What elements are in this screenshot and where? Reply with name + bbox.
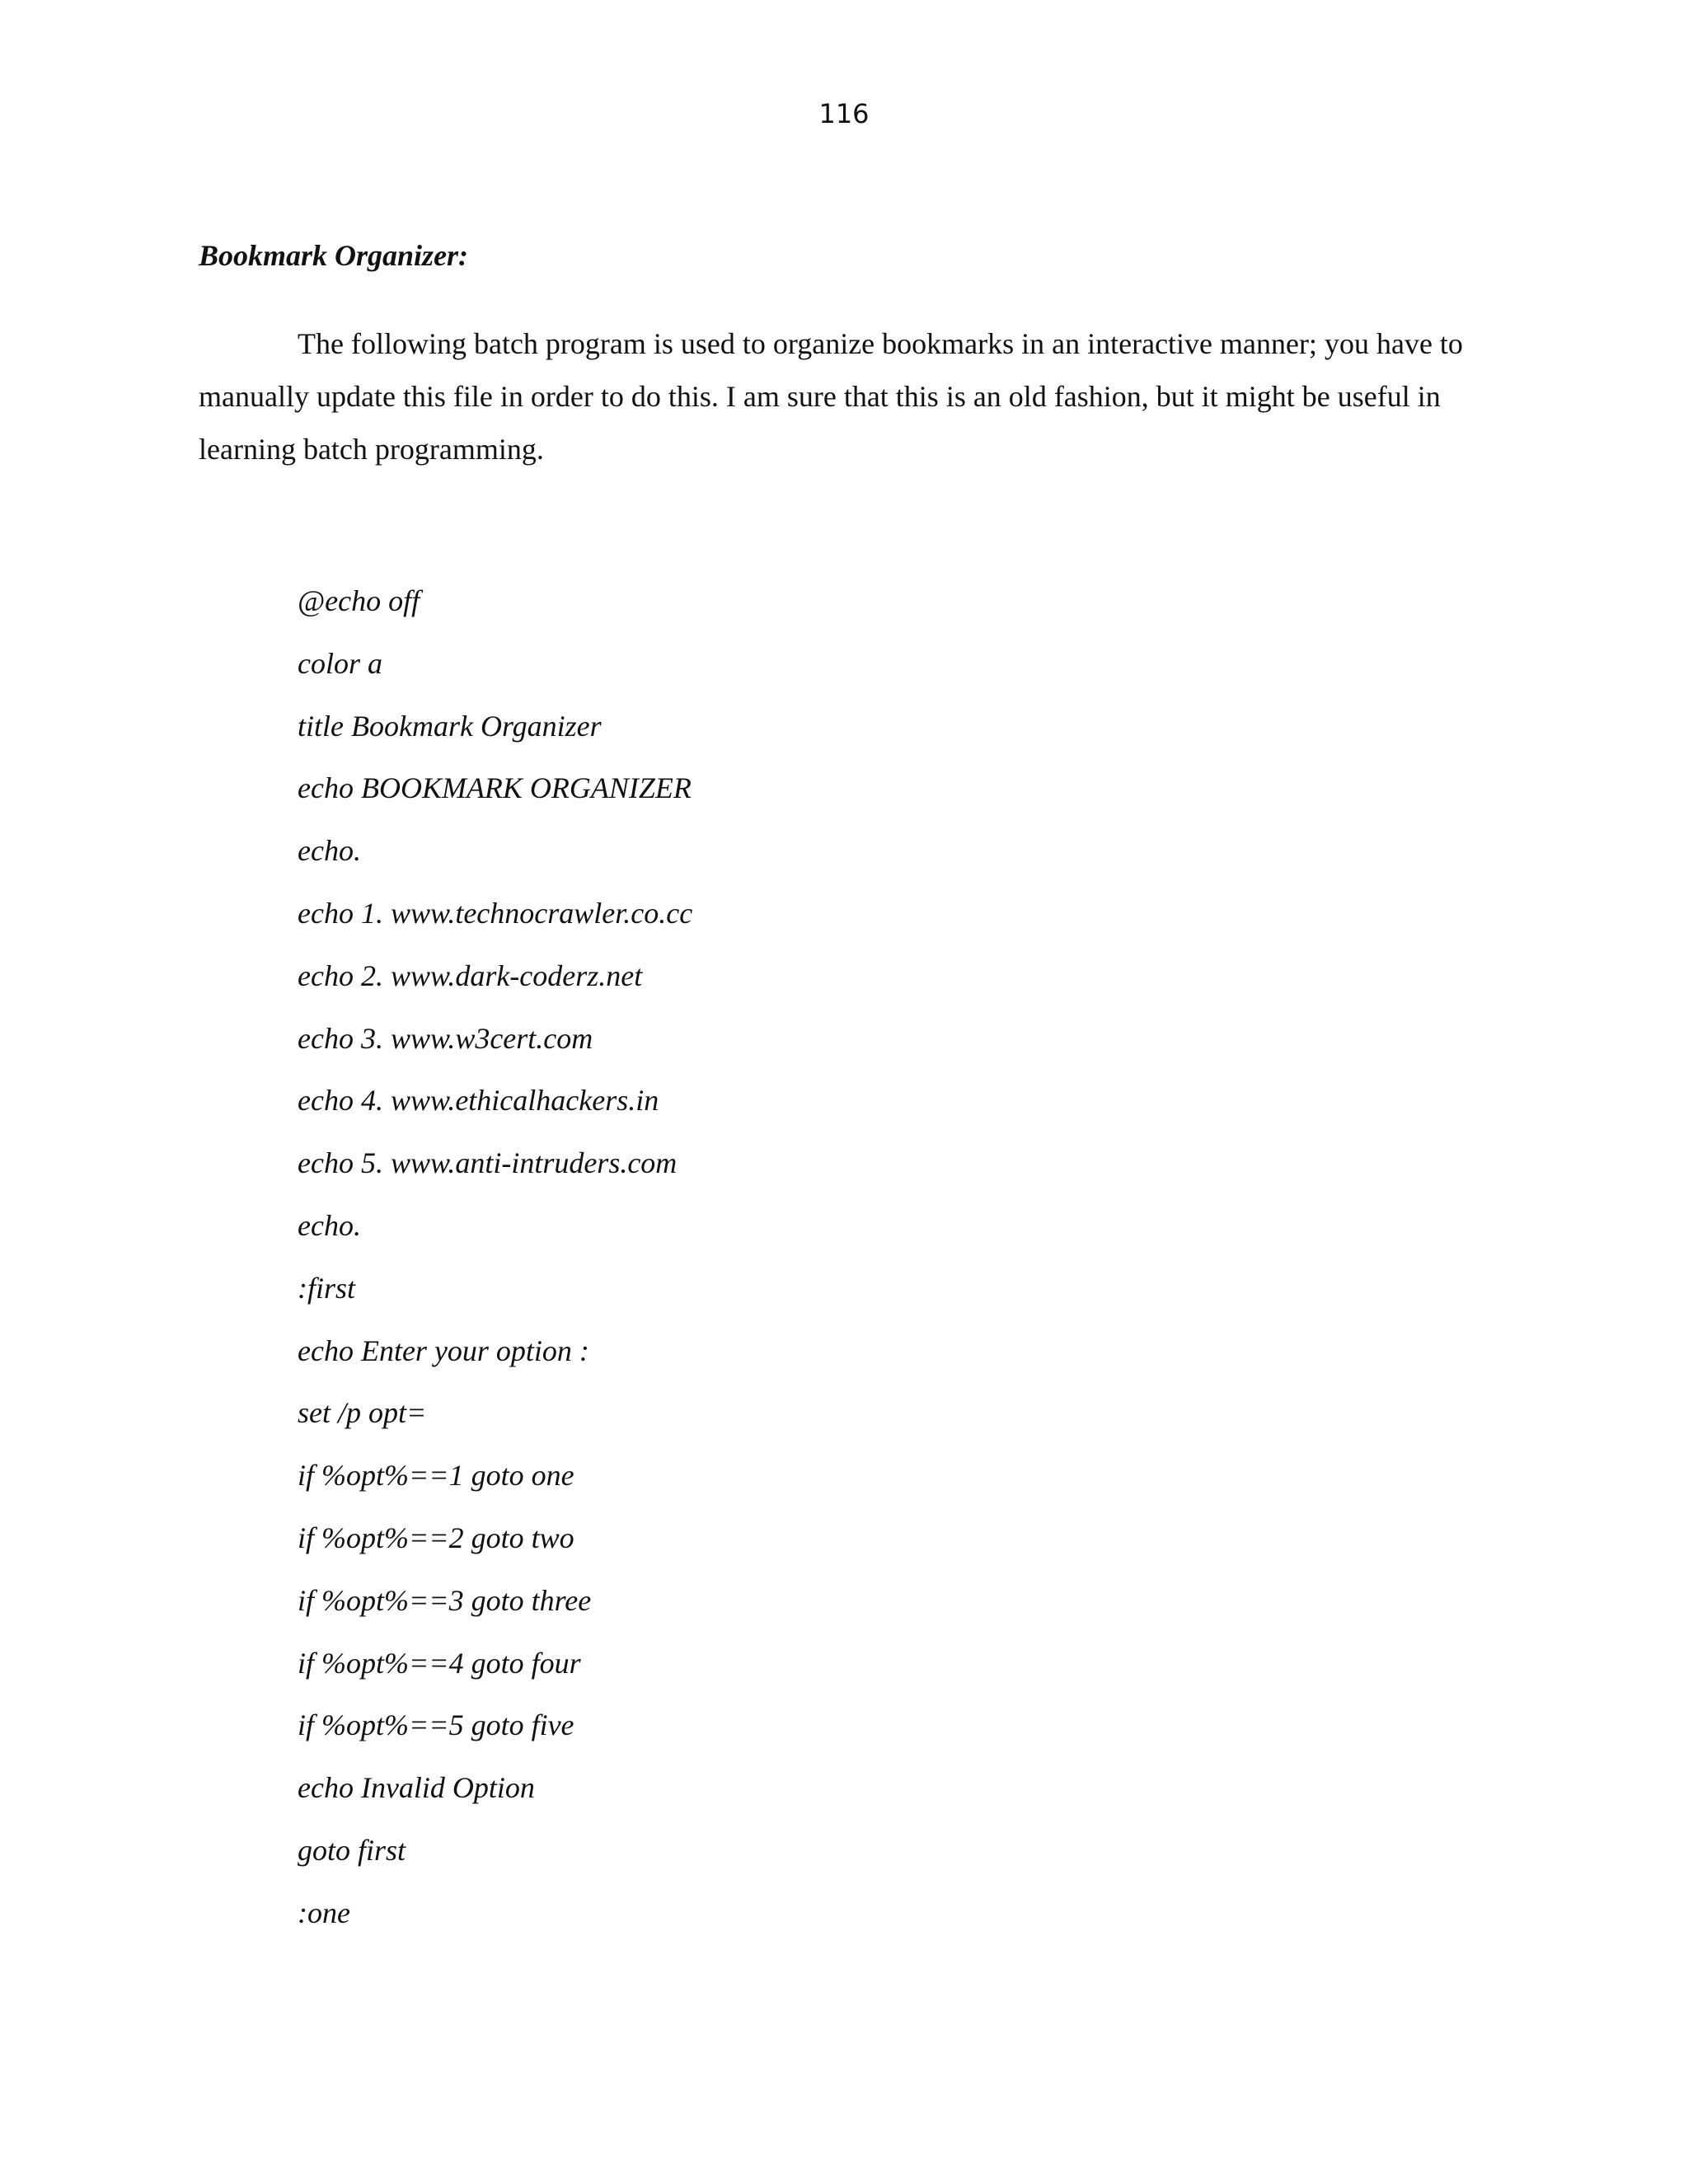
code-line: echo 1. www.technocrawler.co.cc [298, 896, 693, 930]
code-line: if %opt%==1 goto one [298, 1459, 574, 1493]
code-line: title Bookmark Organizer [298, 709, 602, 743]
code-line: goto first [298, 1833, 406, 1867]
code-line: echo 2. www.dark-coderz.net [298, 958, 643, 992]
code-line: echo 3. www.w3cert.com [298, 1021, 593, 1055]
code-line: echo 5. www.anti-intruders.com [298, 1146, 678, 1180]
code-line: echo. [298, 1208, 361, 1242]
code-line: if %opt%==3 goto three [298, 1583, 592, 1617]
code-line: :one [298, 1896, 350, 1929]
code-line: set /p opt= [298, 1396, 427, 1430]
code-line: echo 4. www.ethicalhackers.in [298, 1084, 659, 1118]
page-number: 116 [818, 98, 870, 129]
code-line: @echo off [298, 584, 420, 617]
code-line: echo Enter your option : [298, 1333, 589, 1367]
code-line: :first [298, 1271, 356, 1305]
code-line: echo BOOKMARK ORGANIZER [298, 771, 692, 805]
code-line: if %opt%==5 goto five [298, 1708, 574, 1742]
code-line: if %opt%==2 goto two [298, 1521, 574, 1554]
code-listing [298, 574, 692, 1949]
code-line: color a [298, 646, 382, 680]
code-line: echo Invalid Option [298, 1771, 535, 1805]
code-line: if %opt%==4 goto four [298, 1646, 581, 1680]
intro-paragraph: The following batch program is used to organize bookmarks in an interactive manner; you have to manually update this file in order to do this. I am sure that this is an old fashion, but it might be useful in learning batch programming. [199, 327, 1463, 466]
code-line: echo. [298, 834, 361, 868]
section-heading: Bookmark Organizer: [199, 239, 469, 272]
